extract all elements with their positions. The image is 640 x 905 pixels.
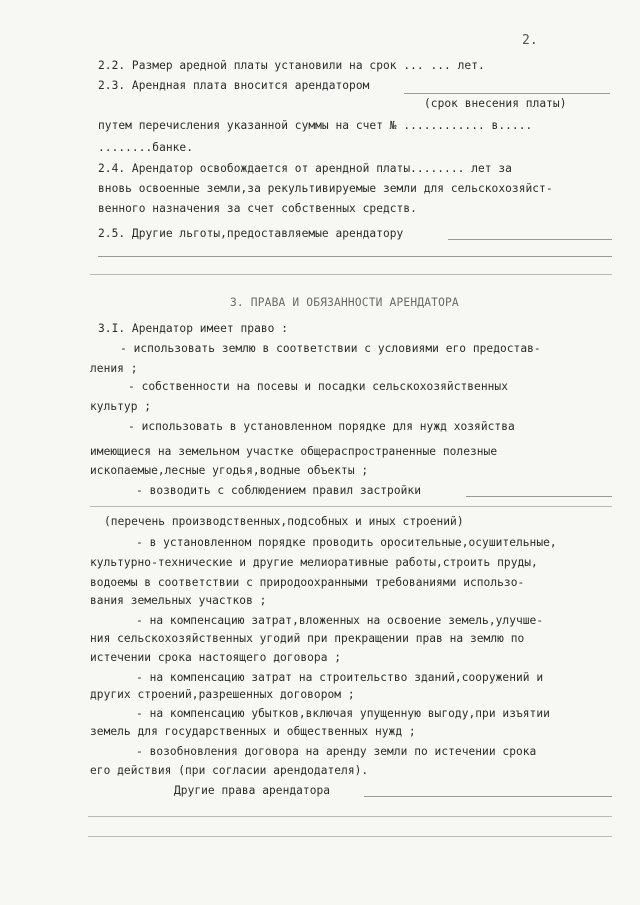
blank-line xyxy=(90,506,612,507)
right-item-cont: вания земельных участков ; xyxy=(90,594,267,607)
right-item: - в установленном порядке проводить оросительные,осушительные, xyxy=(136,536,557,549)
right-item-cont: других строений,разрешенных договором ; xyxy=(90,688,355,701)
right-item-cont: истечении срока настоящего договора ; xyxy=(90,651,342,664)
blank-line xyxy=(448,239,612,240)
right-item-cont: культурно-технические и другие мелиоративные работы,строить пруды, xyxy=(90,556,538,569)
other-rights: Другие права арендатора xyxy=(174,784,331,797)
blank-line xyxy=(88,836,612,837)
blank-line xyxy=(466,496,612,497)
right-item-cont: его действия (при согласии арендодателя). xyxy=(90,764,369,777)
blank-line xyxy=(404,93,610,94)
right-item-cont: ископаемые,лесные угодья,водные объекты ; xyxy=(90,464,369,477)
blank-line xyxy=(88,816,612,817)
right-item: - собственности на посевы и посадки сельскохозяйственных xyxy=(128,380,508,393)
blank-line xyxy=(90,274,612,275)
clause-2-3-caption: (срок внесения платы) xyxy=(424,97,567,110)
buildings-caption: (перечень производственных,подсобных и иных строений) xyxy=(104,515,464,528)
clause-2-2: 2.2. Размер ареднoй платы установили на срок ... ... лет. xyxy=(98,59,485,72)
right-item: - на компенсацию затрат,вложенных на освоение земель,улучше- xyxy=(136,614,544,627)
clause-2-4: 2.4. Арендатор освобождается от арендной платы........ лет за xyxy=(98,162,512,175)
right-item: - возводить с соблюдением правил застройки xyxy=(136,484,421,497)
right-item-cont: водоемы в соответствии с природоохранными требованиями использо- xyxy=(90,576,525,589)
blank-line xyxy=(364,796,612,797)
right-item-cont: ния сельскохозяйственных угодий при прекращении прав на землю по xyxy=(90,632,525,645)
blank-line xyxy=(98,256,612,257)
clause-2-3: 2.3. Арендная плата вносится арендатором xyxy=(98,79,370,92)
clause-2-3-cont: путем перечисления указанной суммы на счет № ............ в..... xyxy=(98,119,533,132)
right-item-cont: ления ; xyxy=(90,362,138,375)
right-item: - использовать в установленном порядке для нужд хозяйства xyxy=(128,420,515,433)
right-item-cont: имеющиеся на земельном участке общераспространенные полезные xyxy=(90,445,498,458)
right-item: - использовать землю в соответствии с условиями его предостав- xyxy=(120,342,541,355)
right-item-cont: земель для государственных и общественных нужд ; xyxy=(90,725,416,738)
clause-2-3-bank: ........банке. xyxy=(98,141,193,154)
clause-2-4-cont1: вновь освоенные земли,за рекультивируемые земли для сельскохозяйст- xyxy=(98,182,553,195)
clause-3-1: 3.I. Арендатор имеет право : xyxy=(98,322,288,335)
right-item: - на компенсацию убытков,включая упущенную выгоду,при изъятии xyxy=(136,707,550,720)
clause-2-5: 2.5. Другие льготы,предоставляемые арендатору xyxy=(98,227,404,240)
right-item: - на компенсацию затрат на строительство зданий,сооружений и xyxy=(136,671,544,684)
page-number: 2. xyxy=(522,33,538,48)
right-item-cont: культур ; xyxy=(90,400,152,413)
section-heading: 3. ПРАВА И ОБЯЗАННОСТИ АРЕНДАТОРА xyxy=(230,296,459,309)
clause-2-4-cont2: венного назначения за счет собственных средств. xyxy=(98,202,417,215)
right-item: - возобновления договора на аренду земли по истечении срока xyxy=(136,745,537,758)
